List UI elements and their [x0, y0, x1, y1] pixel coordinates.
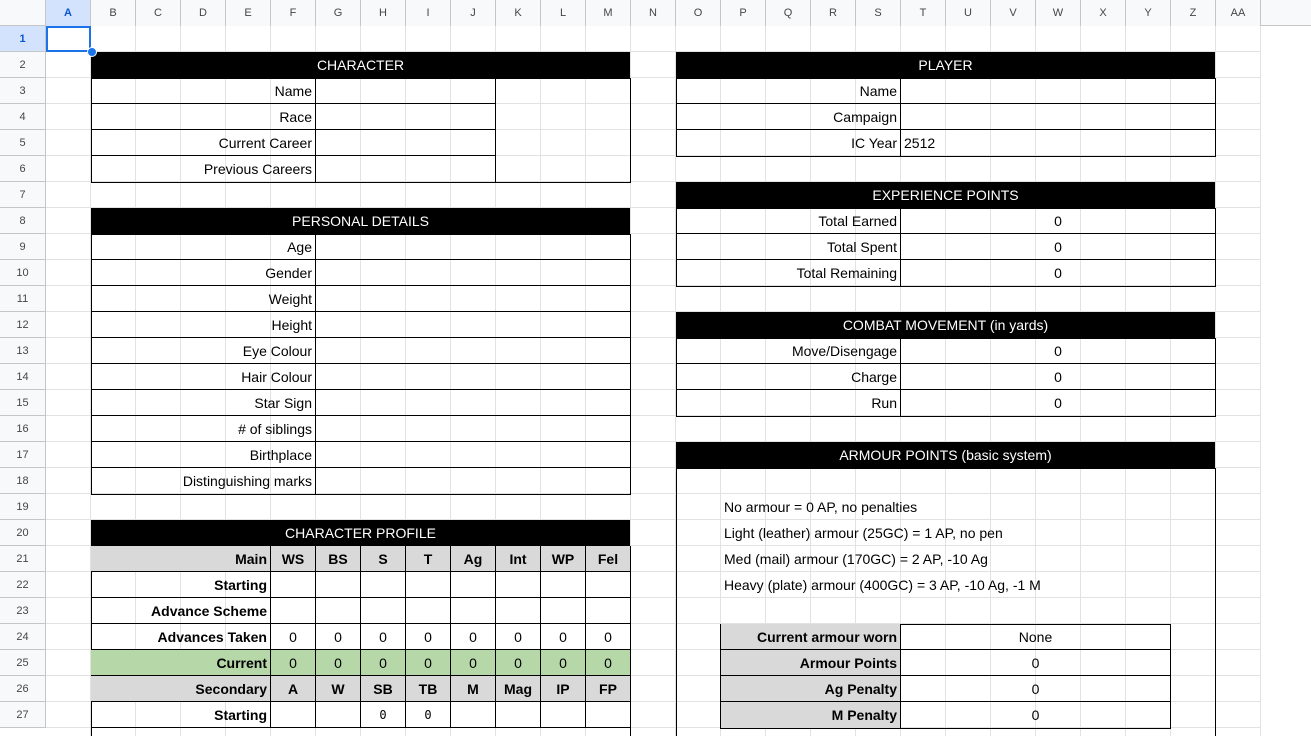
profile-secondary-header-cell[interactable]: M [451, 676, 496, 702]
row-header-27[interactable]: 27 [0, 702, 46, 728]
player-label-ic-year: IC Year [676, 130, 901, 156]
column-header-h[interactable]: H [361, 0, 406, 26]
profile-main-header-cell[interactable]: BS [316, 546, 361, 572]
armour-label-armour-points: Armour Points [721, 650, 901, 676]
profile-starting-cell[interactable] [496, 572, 541, 598]
movement-label-move-disengage: Move/Disengage [676, 338, 901, 364]
column-header-w[interactable]: W [1036, 0, 1081, 26]
profile-current-cell[interactable]: 0 [316, 650, 361, 676]
row-header-1[interactable]: 1 [0, 26, 46, 52]
profile-starting-cell[interactable] [316, 572, 361, 598]
row-header-18[interactable]: 18 [0, 468, 46, 494]
column-header-n[interactable]: N [631, 0, 676, 26]
profile-starting-secondary-cell[interactable] [586, 702, 631, 728]
profile-secondary-header-cell[interactable]: TB [406, 676, 451, 702]
profile-secondary-header-cell[interactable]: IP [541, 676, 586, 702]
personal-label-birthplace: Birthplace [91, 442, 316, 468]
personal-input-of-siblings[interactable] [316, 416, 630, 442]
player-label-campaign: Campaign [676, 104, 901, 130]
profile-advances-taken-cell[interactable]: 0 [361, 624, 406, 650]
personal-label-eye-colour: Eye Colour [91, 338, 316, 364]
char-input-name[interactable] [316, 78, 496, 104]
char-portrait-area[interactable] [496, 78, 630, 182]
armour-value-armour-points[interactable]: 0 [901, 650, 1170, 676]
column-header-o[interactable]: O [676, 0, 721, 26]
profile-current-cell[interactable]: 0 [586, 650, 631, 676]
column-header-i[interactable]: I [406, 0, 451, 26]
profile-starting-secondary-cell[interactable] [541, 702, 586, 728]
profile-current-cell[interactable]: 0 [541, 650, 586, 676]
row-header-15[interactable]: 15 [0, 390, 46, 416]
profile-advances-taken-cell[interactable]: 0 [541, 624, 586, 650]
profile-advance-scheme-label: Advance Scheme [91, 598, 271, 624]
armour-value-m-penalty[interactable]: 0 [1031, 707, 1040, 723]
row-header-23[interactable]: 23 [0, 598, 46, 624]
armour-label-m-penalty: M Penalty [721, 702, 901, 728]
movement-label-charge: Charge [676, 364, 901, 390]
player-input-ic-year[interactable]: 2512 [904, 135, 936, 151]
profile-starting-secondary-cell[interactable] [316, 702, 361, 728]
character-profile-header: CHARACTER PROFILE [91, 520, 630, 546]
personal-label-distinguishing-marks: Distinguishing marks [91, 468, 316, 494]
row-header-25[interactable]: 25 [0, 650, 46, 676]
profile-secondary-header-label: Secondary [91, 676, 271, 702]
row-header-21[interactable]: 21 [0, 546, 46, 572]
profile-current-cell[interactable]: 0 [451, 650, 496, 676]
personal-input-distinguishing-marks[interactable] [316, 468, 630, 494]
profile-current-label: Current [91, 650, 271, 676]
profile-main-header-label: Main [91, 546, 271, 572]
profile-advances-taken-cell[interactable]: 0 [271, 624, 316, 650]
xp-label-total-earned: Total Earned [676, 208, 901, 234]
row-header-9[interactable]: 9 [0, 234, 46, 260]
select-all-corner[interactable] [0, 0, 46, 26]
row-header-16[interactable]: 16 [0, 416, 46, 442]
profile-starting-cell[interactable] [541, 572, 586, 598]
column-header-t[interactable]: T [901, 0, 946, 26]
profile-main-header-cell[interactable]: Int [496, 546, 541, 572]
row-header-17[interactable]: 17 [0, 442, 46, 468]
gridline-vertical [1260, 26, 1261, 736]
column-header-j[interactable]: J [451, 0, 496, 26]
char-label-previous-careers: Previous Careers [91, 156, 316, 182]
column-header-z[interactable]: Z [1171, 0, 1216, 26]
profile-advance-scheme-cell[interactable] [406, 598, 451, 624]
personal-label-gender: Gender [91, 260, 316, 286]
armour-value-current-armour-worn[interactable]: None [901, 624, 1170, 650]
movement-value-run[interactable]: 0 [1054, 395, 1062, 411]
combat-movement-header: COMBAT MOVEMENT (in yards) [676, 312, 1215, 338]
profile-advances-taken-cell[interactable]: 0 [496, 624, 541, 650]
row-header-20[interactable]: 20 [0, 520, 46, 546]
char-label-race: Race [91, 104, 316, 130]
profile-secondary-header-cell[interactable]: FP [586, 676, 631, 702]
profile-secondary-header-cell[interactable]: SB [361, 676, 406, 702]
personal-input-hair-colour[interactable] [316, 364, 630, 390]
profile-starting-label: Starting [91, 572, 271, 598]
personal-details-header: PERSONAL DETAILS [91, 208, 630, 234]
profile-advance-scheme-cell[interactable] [271, 598, 316, 624]
column-header-x[interactable]: X [1081, 0, 1126, 26]
profile-advances-taken-cell[interactable]: 0 [406, 624, 451, 650]
profile-advance-scheme-cell[interactable] [451, 598, 496, 624]
armour-note: Light (leather) armour (25GC) = 1 AP, no pen [724, 525, 1003, 541]
column-header-g[interactable]: G [316, 0, 361, 26]
profile-advance-scheme-cell[interactable] [316, 598, 361, 624]
profile-starting-secondary-cell[interactable] [496, 702, 541, 728]
char-label-current-career: Current Career [91, 130, 316, 156]
active-cell-selection[interactable] [46, 26, 91, 52]
profile-advances-taken-cell[interactable]: 0 [451, 624, 496, 650]
row-header-3[interactable]: 3 [0, 78, 46, 104]
char-input-previous-careers[interactable] [316, 156, 496, 182]
column-header-c[interactable]: C [136, 0, 181, 26]
xp-label-total-remaining: Total Remaining [676, 260, 901, 286]
character-header: CHARACTER [91, 52, 630, 78]
profile-starting-secondary-cell[interactable] [451, 702, 496, 728]
column-header-p[interactable]: P [721, 0, 766, 26]
char-input-race[interactable] [316, 104, 496, 130]
personal-input-height[interactable] [316, 312, 630, 338]
column-header-q[interactable]: Q [766, 0, 811, 26]
row-header-24[interactable]: 24 [0, 624, 46, 650]
profile-main-header-cell[interactable]: WP [541, 546, 586, 572]
player-header: PLAYER [676, 52, 1215, 78]
profile-main-header-cell[interactable]: WS [271, 546, 316, 572]
column-header-b[interactable]: B [91, 0, 136, 26]
row-header-12[interactable]: 12 [0, 312, 46, 338]
column-header-s[interactable]: S [856, 0, 901, 26]
column-header-m[interactable]: M [586, 0, 631, 26]
personal-input-eye-colour[interactable] [316, 338, 630, 364]
player-input-campaign[interactable] [901, 104, 1215, 130]
row-header-5[interactable]: 5 [0, 130, 46, 156]
profile-main-header-cell[interactable]: S [361, 546, 406, 572]
profile-advance-scheme-cell[interactable] [496, 598, 541, 624]
profile-current-cell[interactable]: 0 [496, 650, 541, 676]
row-header-2[interactable]: 2 [0, 52, 46, 78]
personal-input-star-sign[interactable] [316, 390, 630, 416]
profile-starting-cell[interactable] [586, 572, 631, 598]
char-input-current-career[interactable] [316, 130, 496, 156]
row-header-26[interactable]: 26 [0, 676, 46, 702]
profile-advance-scheme-cell[interactable] [361, 598, 406, 624]
profile-advance-scheme-cell[interactable] [586, 598, 631, 624]
row-header-7[interactable]: 7 [0, 182, 46, 208]
personal-input-gender[interactable] [316, 260, 630, 286]
armour-note: Heavy (plate) armour (400GC) = 3 AP, -10 Ag, -1 M [724, 577, 1041, 593]
column-header-v[interactable]: V [991, 0, 1036, 26]
profile-advance-scheme-cell[interactable] [541, 598, 586, 624]
personal-label-of-siblings: # of siblings [91, 416, 316, 442]
personal-label-weight: Weight [91, 286, 316, 312]
profile-advances-taken-cell[interactable]: 0 [316, 624, 361, 650]
row-header-10[interactable]: 10 [0, 260, 46, 286]
profile-main-header-cell[interactable]: Ag [451, 546, 496, 572]
armour-note: No armour = 0 AP, no penalties [724, 499, 918, 515]
movement-value-charge[interactable]: 0 [901, 364, 1215, 390]
profile-secondary-header-cell[interactable]: A [271, 676, 316, 702]
column-header-d[interactable]: D [181, 0, 226, 26]
personal-label-star-sign: Star Sign [91, 390, 316, 416]
experience-points-header: EXPERIENCE POINTS [676, 182, 1215, 208]
profile-main-header-cell[interactable]: T [406, 546, 451, 572]
armour-points-header: ARMOUR POINTS (basic system) [676, 442, 1215, 468]
column-header-aa[interactable]: AA [1216, 0, 1261, 26]
xp-label-total-spent: Total Spent [676, 234, 901, 260]
column-header-l[interactable]: L [541, 0, 586, 26]
armour-value-ag-penalty[interactable]: 0 [901, 676, 1170, 702]
personal-input-birthplace[interactable] [316, 442, 630, 468]
profile-main-header-cell[interactable]: Fel [586, 546, 631, 572]
personal-input-age[interactable] [316, 234, 630, 260]
column-header-a[interactable]: A [46, 0, 91, 26]
profile-current-cell[interactable]: 0 [271, 650, 316, 676]
personal-input-weight[interactable] [316, 286, 630, 312]
armour-label-ag-penalty: Ag Penalty [721, 676, 901, 702]
armour-note: Med (mail) armour (170GC) = 2 AP, -10 Ag [724, 551, 988, 567]
column-header-f[interactable]: F [271, 0, 316, 26]
profile-secondary-header-cell[interactable]: W [316, 676, 361, 702]
row-header-8[interactable]: 8 [0, 208, 46, 234]
movement-value-move-disengage[interactable]: 0 [901, 338, 1215, 364]
profile-current-cell[interactable]: 0 [406, 650, 451, 676]
player-label-name: Name [676, 78, 901, 104]
row-header-11[interactable]: 11 [0, 286, 46, 312]
profile-starting-secondary-cell[interactable] [271, 702, 316, 728]
personal-label-hair-colour: Hair Colour [91, 364, 316, 390]
row-header-14[interactable]: 14 [0, 364, 46, 390]
row-header-13[interactable]: 13 [0, 338, 46, 364]
column-header-y[interactable]: Y [1126, 0, 1171, 26]
movement-label-run: Run [676, 390, 901, 416]
profile-starting-cell[interactable] [271, 572, 316, 598]
xp-value-total-remaining[interactable]: 0 [1054, 265, 1062, 281]
profile-advances-taken-cell[interactable]: 0 [586, 624, 631, 650]
player-input-name[interactable] [901, 78, 1215, 104]
personal-label-height: Height [91, 312, 316, 338]
row-header-22[interactable]: 22 [0, 572, 46, 598]
profile-current-cell[interactable]: 0 [361, 650, 406, 676]
char-label-name: Name [91, 78, 316, 104]
profile-starting-cell[interactable] [451, 572, 496, 598]
row-header-19[interactable]: 19 [0, 494, 46, 520]
row-header-4[interactable]: 4 [0, 104, 46, 130]
row-header-6[interactable]: 6 [0, 156, 46, 182]
profile-advances-taken-label: Advances Taken [91, 624, 271, 650]
profile-secondary-header-cell[interactable]: Mag [496, 676, 541, 702]
profile-starting-cell[interactable] [361, 572, 406, 598]
personal-label-age: Age [91, 234, 316, 260]
armour-label-current-armour-worn: Current armour worn [721, 624, 901, 650]
fill-handle[interactable] [87, 47, 97, 57]
profile-starting-secondary-cell[interactable]: 0 [406, 702, 451, 728]
column-header-u[interactable]: U [946, 0, 991, 26]
profile-starting-secondary-label: Starting [91, 702, 271, 728]
column-header-e[interactable]: E [226, 0, 271, 26]
xp-value-total-spent[interactable]: 0 [901, 234, 1215, 260]
profile-starting-cell[interactable] [406, 572, 451, 598]
xp-value-total-earned[interactable]: 0 [901, 208, 1215, 234]
profile-starting-secondary-cell[interactable]: 0 [361, 702, 406, 728]
column-header-k[interactable]: K [496, 0, 541, 26]
column-header-r[interactable]: R [811, 0, 856, 26]
